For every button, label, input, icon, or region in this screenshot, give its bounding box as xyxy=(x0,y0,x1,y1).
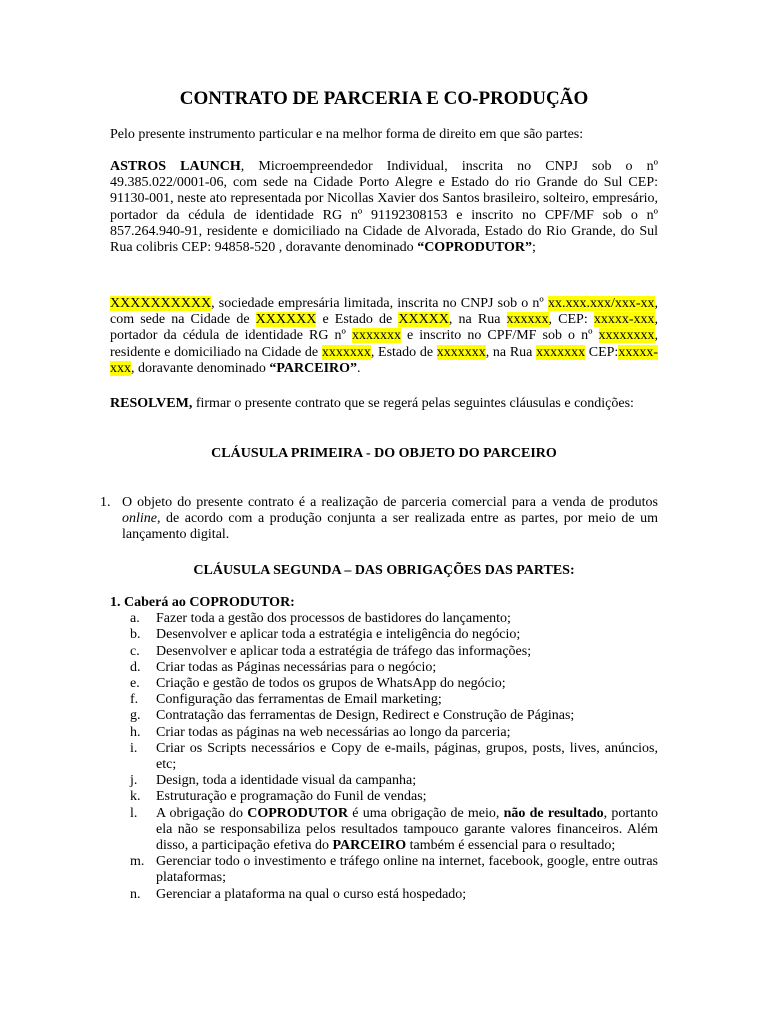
list-item-text: Criar os Scripts necessários e Copy de e-mails, páginas, grupos, posts, lives, anúncios, etc; xyxy=(156,740,658,773)
placeholder-city: XXXXXX xyxy=(255,312,317,328)
clause-one-item-number: 1. xyxy=(100,495,111,510)
list-item xyxy=(110,627,658,643)
list-item xyxy=(110,692,658,708)
list-item-text: Configuração das ferramentas de Email marketing; xyxy=(156,692,442,708)
list-item xyxy=(110,676,658,692)
list-item xyxy=(110,644,658,660)
clause-two-heading: CLÁUSULA SEGUNDA – DAS OBRIGAÇÕES DAS PARTES: xyxy=(193,563,575,578)
placeholder-company-name: XXXXXXXXXX xyxy=(110,296,212,311)
resolvem-paragraph: RESOLVEM, firmar o presente contrato que se regerá pelas seguintes cláusulas e condições: xyxy=(110,396,634,411)
list-item: n. Gerenciar a plataforma na qual o curso está hospedado; xyxy=(130,886,467,902)
placeholder-cep: xxxxx-xxx xyxy=(593,312,655,328)
coprodutor-paragraph: ASTROS LAUNCH, Microempreendedor Individual, inscrita no CNPJ sob o nº 49.385.022/0001-06, com sede na Cidade Porto Alegre e Estado do rio Grande do Sul CEP: 91130-001, neste ato representada por Nicollas Xavier dos Santos brasileiro, solteiro, empresário, portador da cédula de identidade RG nº 91192308153 e inscrito no CPF/MF sob o nº 857.264.940-91, residente e domiciliado na Cidade de Alvorada, Estado do Rio Grande, do Sul Rua colibris CEP: 94858-520 , doravante denominado “COPRODUTOR”; xyxy=(110,159,658,256)
parceiro-role: “PARCEIRO” xyxy=(269,360,358,376)
placeholder-residence-cep: xxxxx-xxx xyxy=(110,344,658,376)
list-item xyxy=(110,708,658,724)
placeholder-state: XXXXX xyxy=(398,312,449,328)
list-item-marker: a. xyxy=(130,611,140,627)
clause-one-item-text: O objeto do presente contrato é a realização de parceria comercial para a venda de produtos online, de acordo com a produção conjunta a ser realizada entre as partes, por meio de um lançamento digital. xyxy=(122,495,658,543)
list-item-text: Criar todas as Páginas necessárias para o negócio; xyxy=(156,659,437,675)
list-item-marker: b. xyxy=(130,627,141,643)
list-item xyxy=(110,789,658,805)
placeholder-residence-state: xxxxxxx xyxy=(436,344,486,360)
coprodutor-obligations-list xyxy=(110,595,658,903)
parceiro-paragraph: XXXXXXXXXX, sociedade empresária limitada, inscrita no CNPJ sob o nº xx.xxx.xxx/xxx-xx, com sede na Cidade de XXXXXX e Estado de XXXXX, na Rua xxxxxx, CEP: xxxxx-xxx, portador da cédula de identidade RG nº xxxxxxx e inscrito no CPF/MF sob o nº xxxxxxxx, residente e domiciliado na Cidade de xxxxxxx, Estado de xxxxxxx, na Rua xxxxxxx CEP:xxxxx-xxx, doravante denominado “PARCEIRO”. xyxy=(110,296,659,376)
list-item-marker: j. xyxy=(130,773,138,789)
clause-one-item xyxy=(100,495,658,544)
list-item: l. A obrigação do COPRODUTOR é uma obrigação de meio, não de resultado, portanto ela não se responsabiliza pelos resultados tampouco garante valores financeiros. Além disso, a participação efetiva do PARCEIRO também é essencial para o resultado; xyxy=(130,805,658,854)
placeholder-cnpj: xx.xxx.xxx/xxx-xx xyxy=(547,296,655,311)
list-item-marker: k. xyxy=(130,789,141,805)
list-item-text: Design, toda a identidade visual da campanha; xyxy=(156,773,417,789)
obligations-list-title: 1. Caberá ao COPRODUTOR: xyxy=(110,595,295,610)
list-item-text: Criação e gestão de todos os grupos de WhatsApp do negócio; xyxy=(156,676,506,692)
list-item-marker: e. xyxy=(130,676,140,692)
clause-one-heading: CLÁUSULA PRIMEIRA - DO OBJETO DO PARCEIRO xyxy=(211,446,557,461)
list-item-marker: f. xyxy=(130,692,139,708)
list-item xyxy=(110,741,658,773)
list-item-marker: g. xyxy=(130,708,141,724)
coprodutor-name: ASTROS LAUNCH xyxy=(110,159,241,174)
list-item xyxy=(110,725,658,741)
list-item: m. Gerenciar todo o investimento e tráfego online na internet, facebook, google, entre outras plataformas; xyxy=(130,854,658,886)
list-item xyxy=(110,611,658,627)
document-title: CONTRATO DE PARCERIA E CO-PRODUÇÃO xyxy=(179,88,589,109)
list-item-text: Desenvolver e aplicar toda a estratégia de tráfego das informações; xyxy=(156,643,532,659)
list-item-text: Fazer toda a gestão dos processos de bastidores do lançamento; xyxy=(156,611,511,627)
list-item-text: Desenvolver e aplicar toda a estratégia e inteligência do negócio; xyxy=(156,627,521,643)
list-item xyxy=(110,660,658,676)
list-item-text: Criar todas as páginas na web necessárias ao longo da parceria; xyxy=(156,724,511,740)
placeholder-cpf: xxxxxxxx xyxy=(598,328,655,344)
list-item-marker: d. xyxy=(130,659,141,675)
intro-paragraph: Pelo presente instrumento particular e na melhor forma de direito em que são partes: xyxy=(110,127,584,142)
list-item-text: Estruturação e programação do Funil de vendas; xyxy=(156,789,427,805)
placeholder-rg: xxxxxxx xyxy=(351,328,401,344)
list-item-marker: h. xyxy=(130,724,141,740)
list-item-marker: i. xyxy=(130,740,138,756)
list-item xyxy=(110,773,658,789)
list-item-marker: c. xyxy=(130,643,140,659)
coprodutor-role: “COPRODUTOR” xyxy=(417,240,533,256)
placeholder-residence-street: xxxxxxx xyxy=(536,344,586,360)
list-item-text: Contratação das ferramentas de Design, Redirect e Construção de Páginas; xyxy=(156,708,575,724)
placeholder-street: xxxxxx xyxy=(506,312,549,328)
obligations-items xyxy=(110,611,658,805)
placeholder-residence-city: xxxxxxx xyxy=(321,344,371,360)
